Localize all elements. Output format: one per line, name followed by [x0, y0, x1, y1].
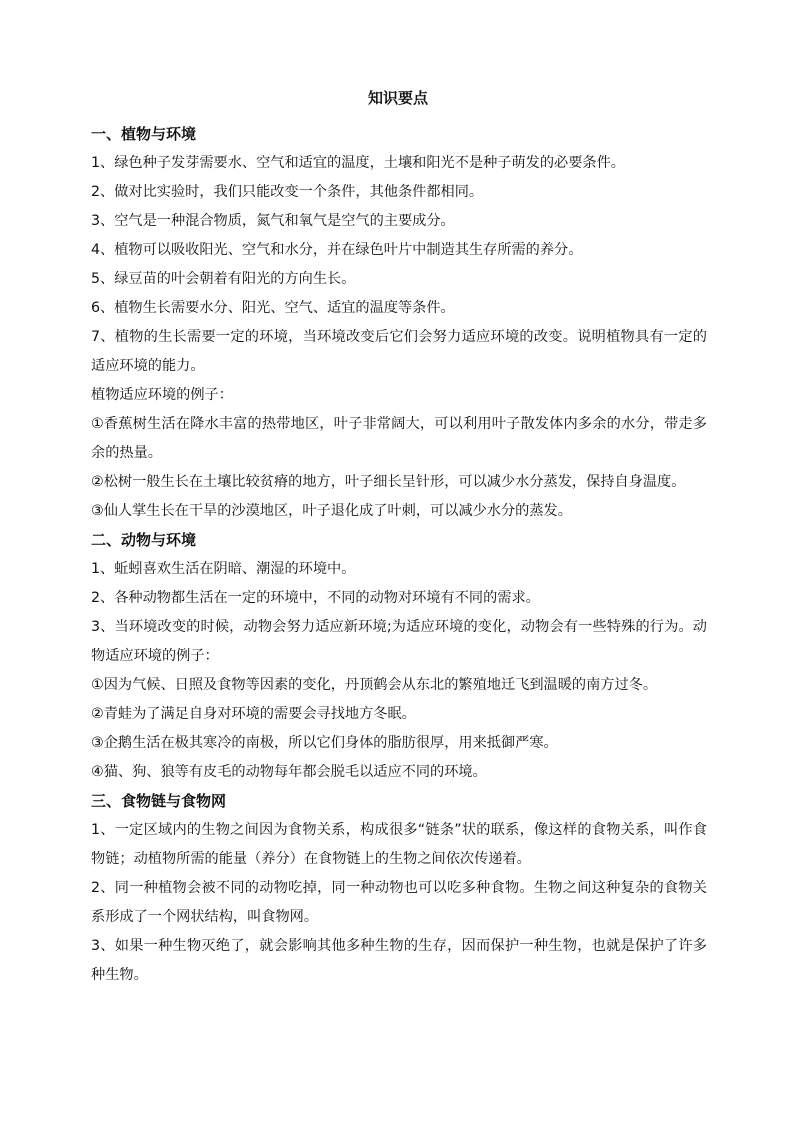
- section-animals-environment: [91, 526, 707, 787]
- paragraph: 3、如果一种生物灭绝了，就会影响其他多种生物的生存，因而保护一种生物，也就是保护了许多种生物。: [91, 938, 707, 983]
- paragraph: ④猫、狗、狼等有皮毛的动物每年都会脱毛以适应不同的环境。: [91, 764, 487, 780]
- paragraph: 4、植物可以吸收阳光、空气和水分，并在绿色叶片中制造其生存所需的养分。: [91, 242, 583, 258]
- paragraph: 3、当环境改变的时候，动物会努力适应新环境;为适应环境的变化，动物会有一些特殊的行为。动物适应环境的例子：: [91, 619, 707, 664]
- paragraph: ③企鹅生活在极其寒冷的南极，所以它们身体的脂肪很厚，用来抵御严寒。: [91, 735, 558, 751]
- paragraph: ②青蛙为了满足自身对环境的需要会寻找地方冬眠。: [91, 706, 416, 722]
- paragraph: 7、植物的生长需要一定的环境，当环境改变后它们会努力适应环境的改变。说明植物具有一定的适应环境的能力。: [91, 329, 707, 374]
- paragraph: ③仙人掌生长在干旱的沙漠地区，叶子退化成了叶刺，可以减少水分的蒸发。: [91, 503, 572, 519]
- paragraph: ①香蕉树生活在降水丰富的热带地区，叶子非常阔大，可以利用叶子散发体内多余的水分，带走多余的热量。: [91, 416, 707, 461]
- paragraph: 2、各种动物都生活在一定的环境中，不同的动物对环境有不同的需求。: [91, 590, 540, 606]
- document-title: 知识要点: [367, 89, 428, 107]
- paragraph: 植物适应环境的例子：: [91, 387, 233, 403]
- paragraph: 1、一定区域内的生物之间因为食物关系，构成很多“链条”状的联系，像这样的食物关系，叫作食物链；动植物所需的能量（养分）在食物链上的生物之间依次传递着。: [91, 822, 707, 867]
- paragraph: ②松树一般生长在土壤比较贫瘠的地方，叶子细长呈针形，可以减少水分蒸发，保持自身温度。: [91, 474, 686, 490]
- document-page: [91, 88, 707, 990]
- paragraph: 2、同一种植物会被不同的动物吃掉，同一种动物也可以吃多种食物。生物之间这种复杂的食物关系形成了一个网状结构，叫食物网。: [91, 880, 707, 925]
- paragraph: 5、绿豆苗的叶会朝着有阳光的方向生长。: [91, 271, 356, 287]
- section-heading: 三、食物链与食物网: [91, 792, 227, 810]
- paragraph: 2、做对比实验时，我们只能改变一个条件，其他条件都相同。: [91, 184, 484, 200]
- paragraph: 1、蚯蚓喜欢生活在阴暗、潮湿的环境中。: [91, 561, 356, 577]
- paragraph: ①因为气候、日照及食物等因素的变化，丹顶鹤会从东北的繁殖地迁飞到温暖的南方过冬。: [91, 677, 658, 693]
- section-heading: 一、植物与环境: [91, 125, 197, 143]
- section-heading: 二、动物与环境: [91, 531, 197, 549]
- paragraph: 1、绿色种子发芽需要水、空气和适宜的温度，土壤和阳光不是种子萌发的必要条件。: [91, 155, 625, 171]
- paragraph: 6、植物生长需要水分、阳光、空气、适宜的温度等条件。: [91, 300, 455, 316]
- paragraph: 3、空气是一种混合物质，氮气和氧气是空气的主要成分。: [91, 213, 455, 229]
- section-food-chain-web: [91, 787, 707, 990]
- section-plants-environment: [91, 120, 707, 526]
